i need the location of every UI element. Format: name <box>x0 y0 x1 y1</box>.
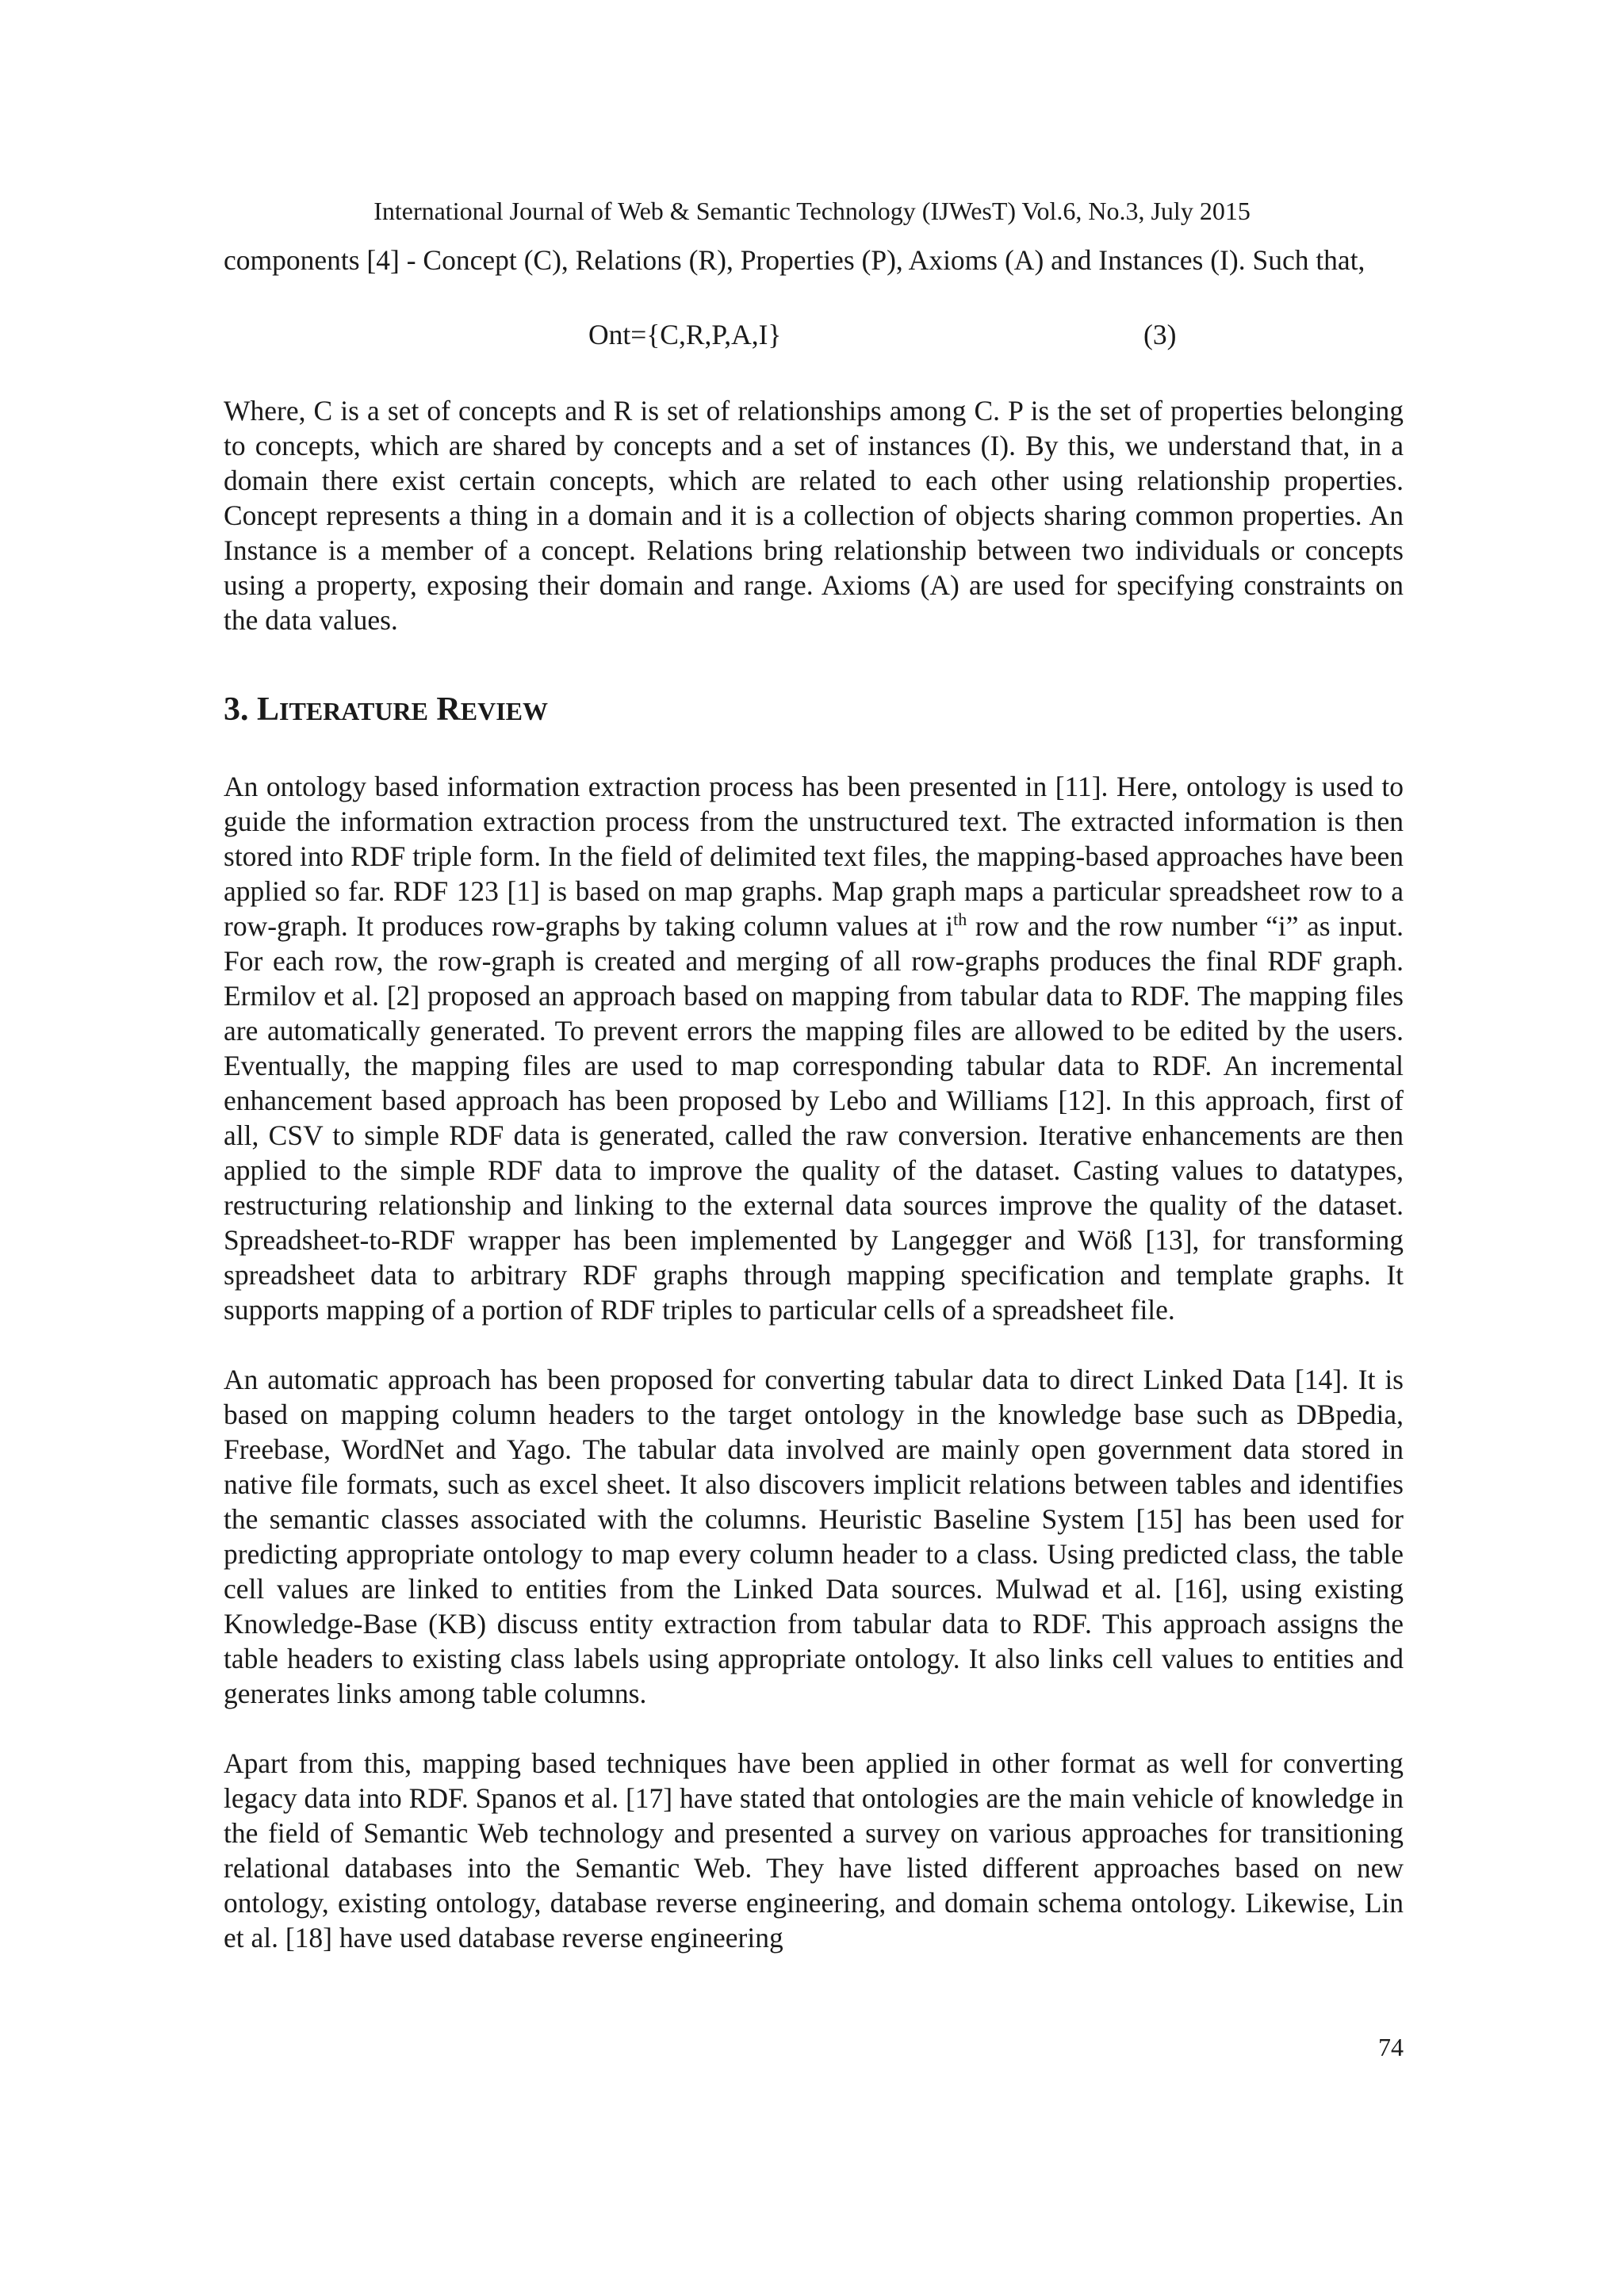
section-number: 3. <box>224 691 257 728</box>
intro-paragraph: components [4] - Concept (C), Relations (R), Properties (P), Axioms (A) and Instances (I). Such that, <box>224 244 1365 276</box>
definitions-paragraph: Where, C is a set of concepts and R is set of relationships among C. P is the set of properties belonging to concepts, which are shared by concepts and a set of instances (I). By this, we understand that, in a domain there exist certain concepts, which are related to each other using relationship properties. Concept represents a thing in a domain and it is a collection of objects sharing common properties. An Instance is a member of a concept. Relations bring relationship between two individuals or concepts using a property, exposing their domain and range. Axioms (A) are used for specifying constraints on the data values. <box>224 395 1404 636</box>
section-heading <box>224 690 1404 731</box>
literature-p1-part1: An ontology based information extraction process has been presented in [11]. Here, ontology is used to guide the information extraction process from the unstructured text. The extracted information is then stored into RDF triple form. In the field of delimited text files, the mapping-based approaches have been applied so far. RDF 123 [1] is based on map graphs. Map graph maps a particular spreadsheet row to a row-graph. It produces row-graphs by taking column values at i <box>224 771 1404 942</box>
section-title-word2-rest: EVIEW <box>460 697 548 725</box>
page-body <box>224 243 1404 1955</box>
literature-p1-part2: row and the row number “i” as input. For each row, the row-graph is created and merging of all row-graphs produces the final RDF graph. Ermilov et al. [2] proposed an approach based on mapping from tabular data to RDF. The mapping files are automatically generated. To prevent errors the mapping files are allowed to be edited by the users. Eventually, the mapping files are used to map corresponding tabular data to RDF. An incremental enhancement based approach has been proposed by Lebo and Williams [12]. In this approach, first of all, CSV to simple RDF data is generated, called the raw conversion. Iterative enhancements are then applied to the simple RDF data to improve the quality of the dataset. Casting values to datatypes, restructuring relationship and linking to the external data sources improve the quality of the dataset. Spreadsheet-to-RDF wrapper has been implemented by Langegger and Wöß [13], for transforming spreadsheet data to arbitrary RDF graphs through mapping specification and template graphs. It supports mapping of a portion of RDF triples to particular cells of a spreadsheet file. <box>224 910 1404 1326</box>
equation-block <box>224 317 1404 352</box>
section-title-word2-initial: R <box>436 691 461 728</box>
section-title-word1-initial: L <box>257 691 280 728</box>
equation-number: (3) <box>1143 319 1177 350</box>
paragraph-gap <box>224 1327 1404 1362</box>
literature-paragraph-2: An automatic approach has been proposed for converting tabular data to direct Linked Data [14]. It is based on mapping column headers to the target ontology in the knowledge base such as DBpedia, Freebase, WordNet and Yago. The tabular data involved are mainly open government data stored in native file formats, such as excel sheet. It also discovers implicit relations between tables and identifies the semantic classes associated with the columns. Heuristic Baseline System [15] has been used for predicting appropriate ontology to map every column header to a class. Using predicted class, the table cell values are linked to entities from the Linked Data sources. Mulwad et al. [16], using existing Knowledge-Base (KB) discuss entity extraction from tabular data to RDF. This approach assigns the table headers to existing class labels using appropriate ontology. It also links cell values to entities and generates links among table columns. <box>224 1364 1404 1709</box>
literature-paragraph-3: Apart from this, mapping based techniques have been applied in other format as well for converting legacy data into RDF. Spanos et al. [17] have stated that ontologies are the main vehicle of knowledge in the field of Semantic Web technology and presented a survey on various approaches for transitioning relational databases into the Semantic Web. They have listed different approaches based on new ontology, existing ontology, database reverse engineering, and domain schema ontology. Likewise, Lin et al. [18] have used database reverse engineering <box>224 1747 1404 1954</box>
literature-paragraph-1 <box>224 769 1404 1327</box>
running-header: International Journal of Web & Semantic Technology (IJWesT) Vol.6, No.3, July 2015 <box>373 197 1251 225</box>
section-title-word1-rest: ITERATURE <box>279 697 428 725</box>
equation-formula: Ont={C,R,P,A,I} <box>588 319 782 350</box>
page-number: 74 <box>1378 2033 1404 2061</box>
literature-p1-superscript: th <box>953 909 967 930</box>
paragraph-gap <box>224 1711 1404 1746</box>
